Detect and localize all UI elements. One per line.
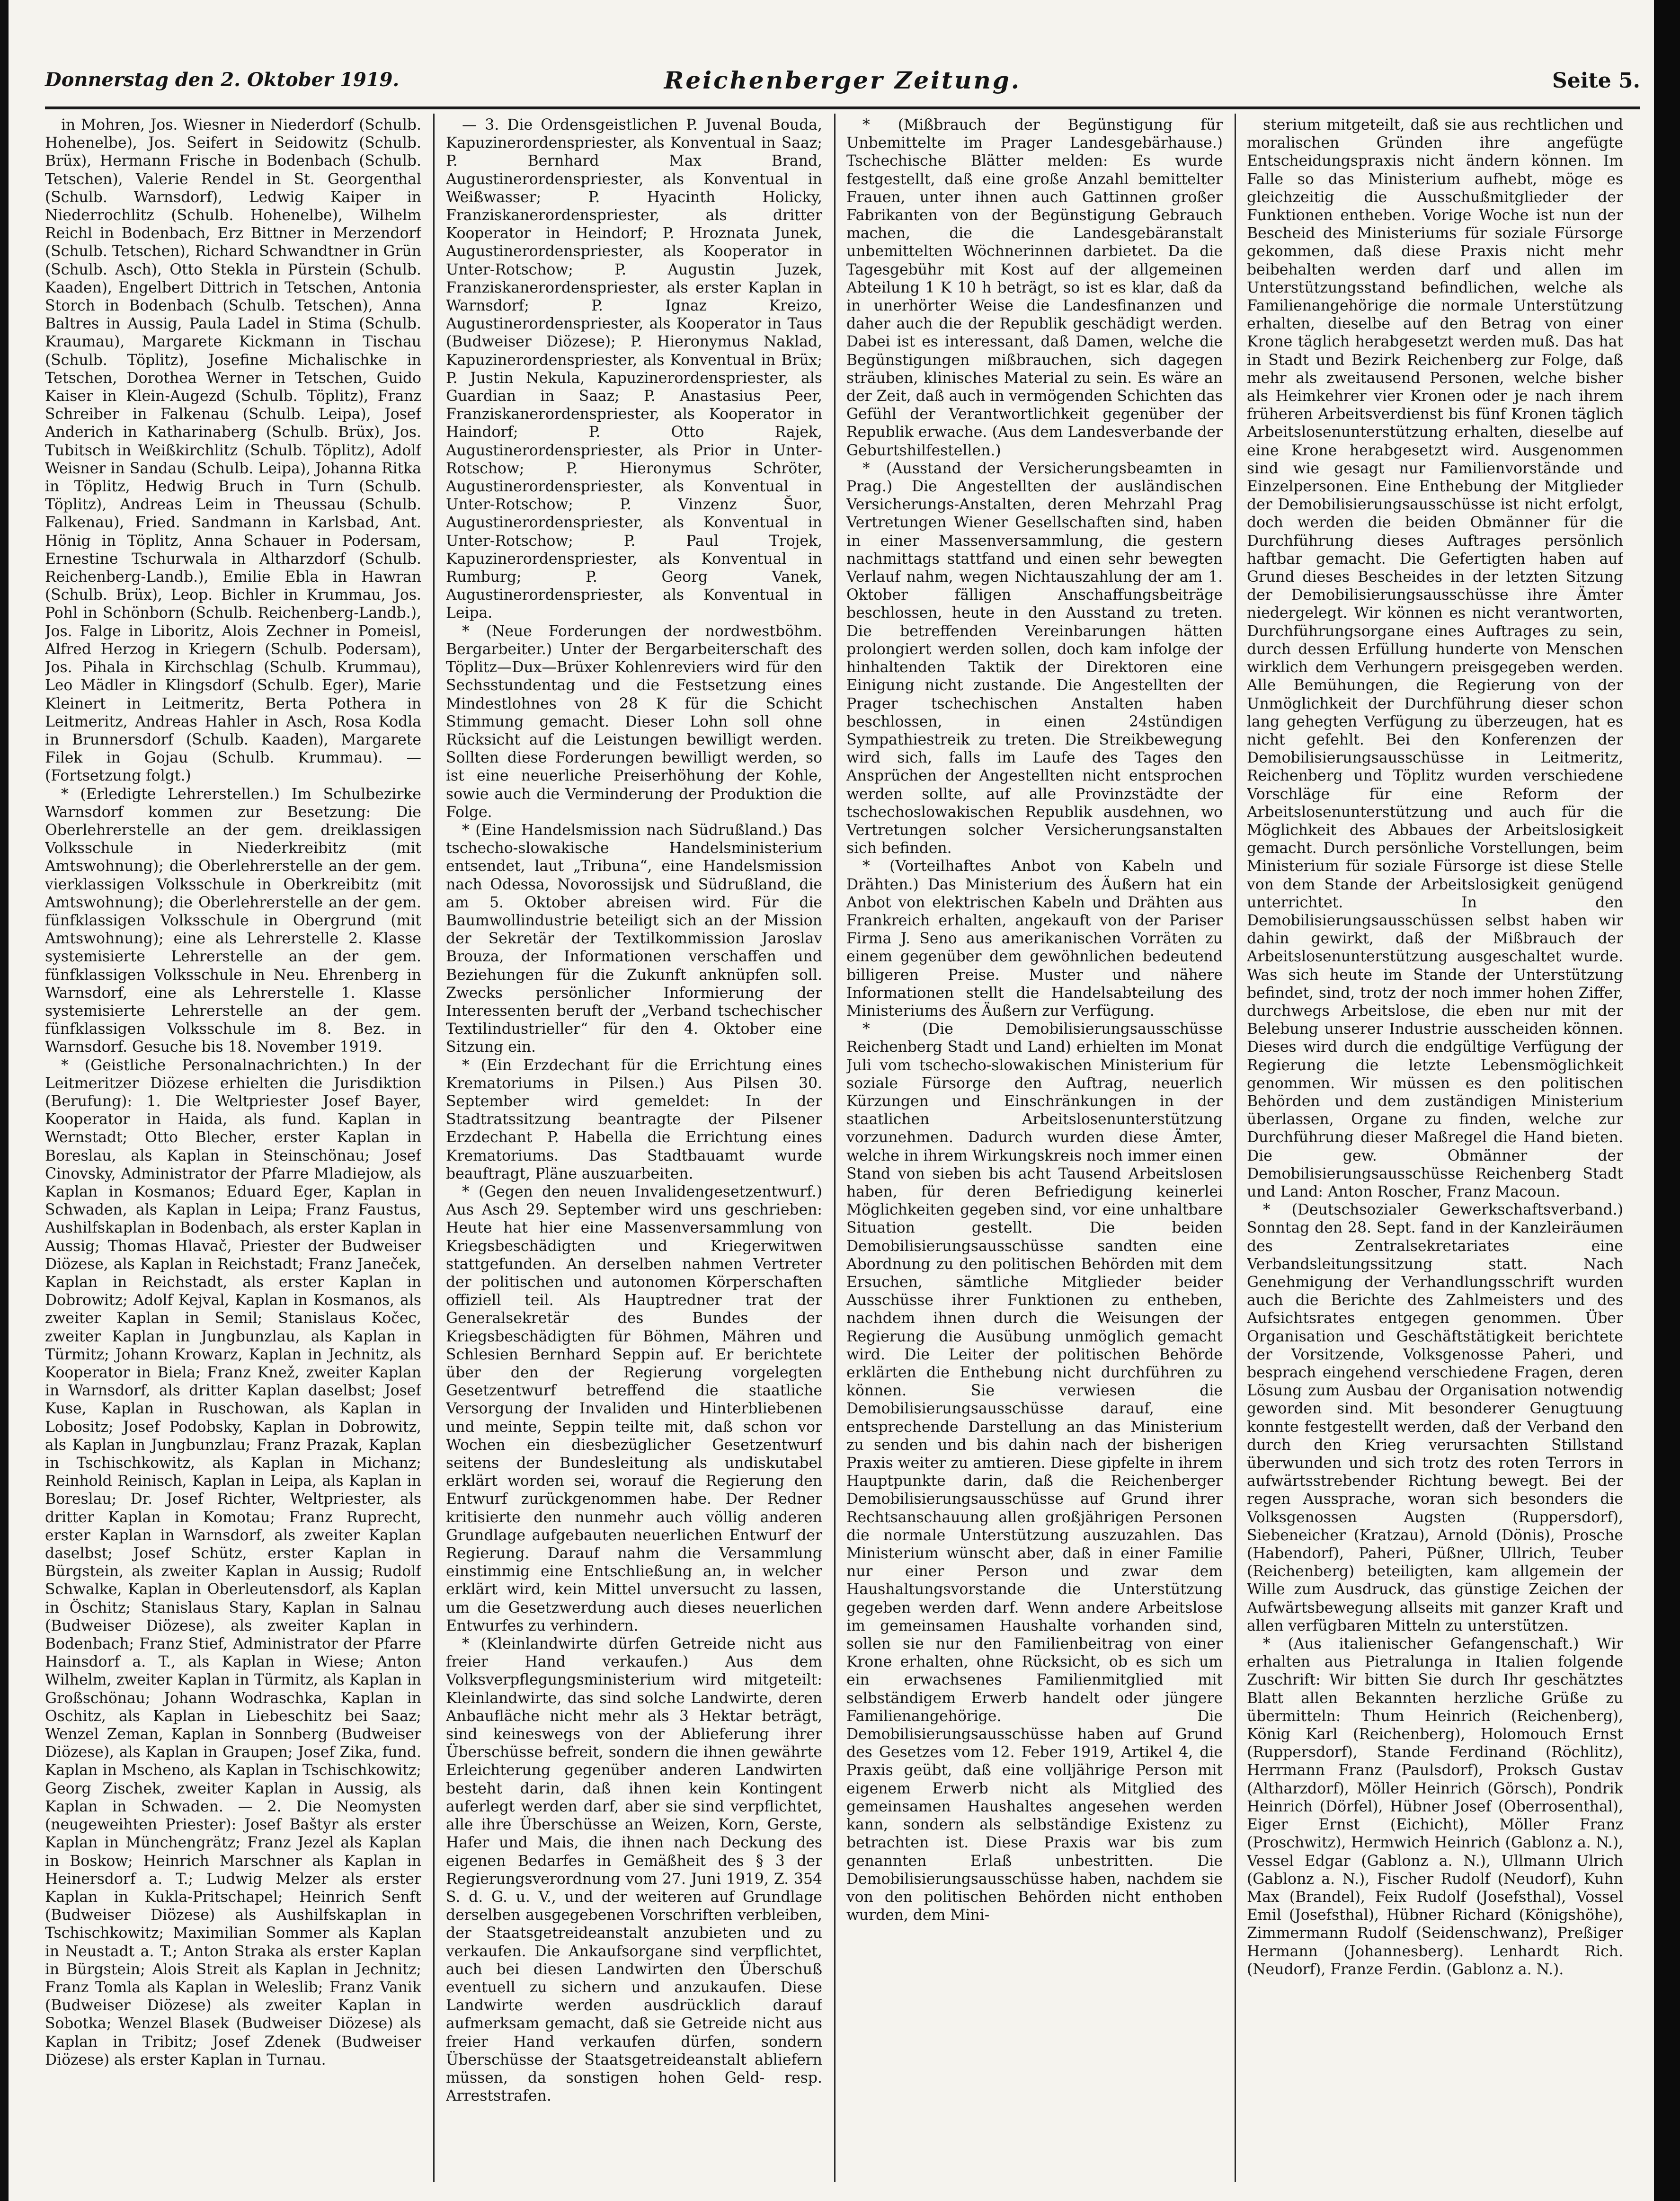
text-column-2 [446,116,822,2180]
scan-edge-left [0,0,9,2201]
article-paragraph: * (Kleinlandwirte dürfen Getreide nicht aus freier Hand verkaufen.) Aus dem Volksverpflegungsministerium wird mitgeteilt: Kleinlandwirte, das sind solche Landwirte, deren Anbaufläche nicht mehr als 3 Hektar beträgt, sind keineswegs von der Ablieferung ihrer Überschüsse befreit, sondern die ihnen gewährte Erleichterung gegenüber anderen Landwirten besteht darin, daß ihnen kein Kontingent auferlegt werden darf, aber sie sind verpflichtet, alle ihre Überschüsse an Weizen, Korn, Gerste, Hafer und Mais, die ihnen nach Deckung des eigenen Bedarfes in Gemäßheit des § 3 der Regierungsverordnung vom 27. Juni 1919, Z. 354 S. d. G. u. V., und der weiteren auf Grundlage derselben ausgegebenen Vorschriften verbleiben, der Staatsgetreideanstalt anzubieten und zu verkaufen. Die Ankaufsorgane sind verpflichtet, auch bei diesen Landwirten den Überschuß eventuell zu sichern und anzukaufen. Diese Landwirte werden ausdrücklich darauf aufmerksam gemacht, daß sie Getreide nicht aus freier Hand verkaufen dürfen, sondern Überschüsse der Staatsgetreideanstalt abliefern müssen, da sonstigen hohen Geld- resp. Arreststrafen. [446,1635,822,2105]
column-divider [433,114,435,2182]
column-divider [834,114,836,2182]
article-paragraph: * (Vorteilhaftes Anbot von Kabeln und Drähten.) Das Ministerium des Äußern hat ein Anbot von elektrischen Kabeln und Drähten aus Frankreich erhalten, angekauft von der Pariser Firma J. Seno aus amerikanischen Vorräten zu einem gegenüber dem gewöhnlichen bedeutend billigeren Preise. Muster und nähere Informationen stellt die Handelsabteilung des Ministeriums des Äußern zur Verfügung. [846,858,1223,1020]
column-divider [1235,114,1236,2182]
article-paragraph: * (Deutschsozialer Gewerkschaftsverband.) Sonntag den 28. Sept. fand in der Kanzleiräumen des Zentralsekretariates eine Verbandsleitungssitzung statt. Nach Genehmigung der Verhandlungsschrift wurden auch die Berichte des Zahlmeisters und des Aufsichtsrates entgegen genommen. Über Organisation und Geschäftstätigkeit berichtete der Vorsitzende, Volksgenosse Paheri, und besprach eingehend verschiedene Fragen, deren Lösung zum Ausbau der Organisation notwendig geworden sind. Mit besonderer Genugtuung konnte festgestellt werden, daß der Verband den durch den Krieg verursachten Stillstand überwunden und sich trotz des roten Terrors in aufwärtsstrebender Richtung bewegt. Bei der regen Aussprache, woran sich besonders die Volksgenossen Augsten (Ruppersdorf), Siebeneicher (Kratzau), Arnold (Dönis), Prosche (Habendorf), Paheri, Püßner, Ullrich, Teuber (Reichenberg) beteiligten, kam allgemein der Wille zum Ausdruck, das günstige Zeichen der Aufwärtsbewegung allseits mit ganzer Kraft und allen verfügbaren Mitteln zu unterstützen. [1247,1201,1623,1634]
article-paragraph: sterium mitgeteilt, daß sie aus rechtlichen und moralischen Gründen ihre angefügte Entscheidungspraxis nicht ändern können. Im Falle so das Ministerium aufhebt, möge es gleichzeitig die Ausschußmitglieder der Funktionen entheben. Vorige Woche ist nun der Bescheid des Ministeriums für soziale Fürsorge gekommen, daß diese Praxis nicht mehr beibehalten werden darf und allen im Unterstützungsstand befindlichen, welche als Familienangehörige die normale Unterstützung erhalten, dieselbe auf den Betrag von einer Krone täglich herabgesetzt werden muß. Das hat in Stadt und Bezirk Reichenberg zur Folge, daß mehr als zweitausend Personen, welche bisher als Heimkehrer vier Kronen oder je nach ihrem früheren Arbeitsverdienst bis fünf Kronen täglich Arbeitslosenunterstützung erhalten, dieselbe auf eine Krone herabgesetzt wird. Ausgenommen sind wie gesagt nur Familienvorstände und Einzelpersonen. Eine Enthebung der Mitglieder der Demobilisierungsausschüsse ist nicht erfolgt, doch werden die beiden Obmänner für die Durchführung dieses Auftrages persönlich haftbar gemacht. Die Gefertigten haben auf Grund dieses Bescheides in der letzten Sitzung der Demobilisierungsausschüsse ihre Ämter niedergelegt. Wir können es nicht verantworten, Durchführungsorgane eines Auftrages zu sein, durch dessen Erfüllung hunderte von Menschen wirklich dem Verhungern preisgegeben werden. Alle Bemühungen, die Regierung von der Unmöglichkeit der Durchführung dieser schon lang gehegten Verfügung zu überzeugen, hat es nicht gefehlt. Bei den Konferenzen der Demobilisierungsausschüsse in Leitmeritz, Reichenberg und Töplitz wurden verschiedene Vorschläge für eine Reform der Arbeitslosenunterstützung und auch für die Möglichkeit des Abbaues der Arbeitslosigkeit gemacht. Durch persönliche Vorstellungen, beim Ministerium für soziale Fürsorge ist diese Stelle von dem Stande der Arbeitslosigkeit genügend unterrichtet. In den Demobilisierungsausschüssen selbst haben wir dahin gewirkt, daß der Mißbrauch der Arbeitslosenunterstützung ausgeschaltet wurde. Was sich heute im Stande der Unterstützung befindet, sind, trotz der noch immer hohen Ziffer, durchwegs Arbeitslose, die eben nur mit der Belebung unserer Industrie ausscheiden können. Dieses wird durch die endgültige Verfügung der Regierung die letzte Lebensmöglichkeit genommen. Wir müssen es den politischen Behörden und dem zuständigen Ministerium überlassen, Organe zu finden, welche zur Durchführung dieser Maßregel die Hand bieten. Die gew. Obmänner der Demobilisierungsausschüsse Reichenberg Stadt und Land: Anton Roscher, Franz Macoun. [1247,116,1623,1200]
article-paragraph: * (Gegen den neuen Invalidengesetzentwurf.) Aus Asch 29. September wird uns geschrieben: Heute hat hier eine Massenversammlung von Kriegsbeschädigten und Kriegerwitwen stattgefunden. An derselben nahmen Vertreter der politischen und autonomen Körperschaften offiziell teil. Als Hauptredner trat der Generalsekretär des Bundes der Kriegsbeschädigten für Böhmen, Mähren und Schlesien Bernhard Seppin auf. Er berichtete über den der Regierung vorgelegten Gesetzentwurf betreffend die staatliche Versorgung der Invaliden und Hinterbliebenen und meinte, Seppin teilte mit, daß schon vor Wochen ein diesbezüglicher Gesetzentwurf seitens der Bundesleitung als undiskutabel erklärt worden sei, worauf die Regierung den Entwurf zurückgenommen habe. Der Redner kritisierte den nunmehr auch völlig anderen Grundlage aufgebauten neuerlichen Entwurf der Regierung. Darauf nahm die Versammlung einstimmig eine Entschließung an, in welcher erklärt wird, kein Mittel unversucht zu lassen, um die Gesetzwerdung auch dieses neuerlichen Entwurfes zu verhindern. [446,1183,822,1634]
article-paragraph: * (Mißbrauch der Begünstigung für Unbemittelte im Prager Landesgebärhause.) Tschechische Blätter melden: Es wurde festgestellt, daß eine große Anzahl bemittelter Frauen, unter ihnen auch Gattinnen großer Fabrikanten von der Begünstigung Gebrauch machen, die die Landesgebäranstalt unbemittelten Wöchnerinnen darbietet. Da die Tagesgebühr mit Kost auf der allgemeinen Abteilung 1 K 10 h beträgt, so ist es klar, daß da in unerhörter Weise die Landesfinanzen und daher auch die der Republik geschädigt werden. Dabei ist es interessant, daß Damen, welche die Begünstigungen mißbrauchen, sich dagegen sträuben, klinisches Material zu sein. Es wäre an der Zeit, daß auch in vermögenden Schichten das Gefühl der Verantwortlichkeit gegenüber der Republik erwache. (Aus dem Landesverbande der Geburtshilfestellen.) [846,116,1223,459]
text-column-1 [45,116,421,2180]
article-paragraph: * (Erledigte Lehrerstellen.) Im Schulbezirke Warnsdorf kommen zur Besetzung: Die Oberlehrerstelle an der gem. dreiklassigen Volksschule in Niederkreibitz (mit Amtswohnung); die Oberlehrerstelle an der gem. vierklassigen Volksschule in Oberkreibitz (mit Amtswohnung); die Oberlehrerstelle an der gem. fünfklassigen Volksschule in Obergrund (mit Amtswohnung); eine als Lehrerstelle 2. Klasse systemisierte Lehrerstelle an der gem. fünfklassigen Volksschule in Neu. Ehrenberg in Warnsdorf, eine als Lehrerstelle 1. Klasse systemisierte Lehrerstelle an der gem. fünfklassigen Volksschule im 8. Bez. in Warnsdorf. Gesuche bis 18. November 1919. [45,785,421,1056]
article-paragraph: * (Aus italienischer Gefangenschaft.) Wir erhalten aus Pietralunga in Italien folgende Zuschrift: Wir bitten Sie durch Ihr geschätztes Blatt allen Bekannten herzliche Grüße zu übermitteln: Thum Heinrich (Reichenberg), König Karl (Reichenberg), Holomouch Ernst (Ruppersdorf), Stande Ferdinand (Röchlitz), Herrmann Franz (Paulsdorf), Proksch Gustav (Altharzdorf), Möller Heinrich (Görsch), Pondrik Heinrich (Dörfel), Hübner Josef (Oberrosenthal), Eiger Ernst (Eichicht), Möller Franz (Proschwitz), Hermwich Heinrich (Gablonz a. N.), Vessel Edgar (Gablonz a. N.), Ullmann Ulrich (Gablonz a. N.), Fischer Rudolf (Neudorf), Kuhn Max (Brandel), Feix Rudolf (Josefsthal), Vossel Emil (Josefsthal), Hübner Richard (Königshöhe), Zimmermann Rudolf (Seidenschwanz), Preßiger Hermann (Johannesberg). Lenhardt Rich. (Neudorf), Franze Ferdin. (Gablonz a. N.). [1247,1635,1623,1978]
article-paragraph: * (Ausstand der Versicherungsbeamten in Prag.) Die Angestellten der ausländischen Versicherungs-Anstalten, deren Mehrzahl Prag Vertretungen Wiener Gesellschaften sind, haben in einer Massenversammlung, die gestern nachmittags stattfand und einen sehr bewegten Verlauf nahm, wegen Nichtauszahlung der am 1. Oktober fälligen Anschaffungsbeiträge beschlossen, heute in den Ausstand zu treten. Die betreffenden Vereinbarungen hätten prolongiert werden sollen, doch kam infolge der hinhaltenden Taktik der Direktoren eine Einigung nicht zustande. Die Angestellten der Prager tschechischen Anstalten haben beschlossen, in einen 24stündigen Sympathiestreik zu treten. Die Streikbewegung wird sich, falls im Laufe des Tages den Ansprüchen der Angestellten nicht entsprochen werden sollte, auf alle Provinzstädte der tschechoslowakischen Republik ausdehnen, wo Vertretungen solcher Versicherungsanstalten sich befinden. [846,460,1223,857]
masthead-title: Reichenberger Zeitung. [664,66,1022,94]
article-paragraph: * (Geistliche Personalnachrichten.) In der Leitmeritzer Diözese erhielten die Jurisdiktion (Berufung): 1. Die Weltpriester Josef Bayer, Kooperator in Haida, als fund. Kaplan in Wernstadt; Otto Blecher, erster Kaplan in Boreslau, als Kaplan in Steinschönau; Josef Cinovsky, Administrator der Pfarre Mladiejow, als Kaplan in Kosmanos; Eduard Eger, Kaplan in Schwaden, als Kaplan in Leipa; Franz Faustus, Aushilfskaplan in Bodenbach, als erster Kaplan in Aussig; Thomas Hlavač, Priester der Budweiser Diözese, als Kaplan in Reichstadt; Franz Janeček, Kaplan in Reichstadt, als erster Kaplan in Dobrowitz; Adolf Kejval, Kaplan in Kosmanos, als zweiter Kaplan in Semil; Stanislaus Kočec, zweiter Kaplan in Jungbunzlau, als Kaplan in Türmitz; Johann Krowarz, Kaplan in Jechnitz, als Kooperator in Biela; Franz Knež, zweiter Kaplan in Warnsdorf, als dritter Kaplan daselbst; Josef Kuse, Kaplan in Ruschowan, als Kaplan in Lobositz; Josef Podobsky, Kaplan in Dobrowitz, als Kaplan in Jungbunzlau; Franz Prazak, Kaplan in Tschischkowitz, als Kaplan in Michanz; Reinhold Reinisch, Kaplan in Leipa, als Kaplan in Boreslau; Dr. Josef Richter, Weltpriester, als dritter Kaplan in Komotau; Franz Ruprecht, erster Kaplan in Warnsdorf, als zweiter Kaplan daselbst; Josef Schütz, erster Kaplan in Bürgstein, als zweiter Kaplan in Aussig; Rudolf Schwalke, Kaplan in Oberleutensdorf, als Kaplan in Öschitz; Stanislaus Stary, Kaplan in Salnau (Budweiser Diözese), als zweiter Kaplan in Bodenbach; Franz Stief, Administrator der Pfarre Hainsdorf a. T., als Kaplan in Wiese; Anton Wilhelm, zweiter Kaplan in Türmitz, als Kaplan in Großschönau; Johann Wodraschka, Kaplan in Oschitz, als Kaplan in Liebeschitz bei Saaz; Wenzel Zeman, Kaplan in Sonnberg (Budweiser Diözese), als Kaplan in Graupen; Josef Zika, fund. Kaplan in Mscheno, als Kaplan in Tschischkowitz; Georg Zischek, zweiter Kaplan in Aussig, als Kaplan in Schwaden. — 2. Die Neomysten (neugeweihten Priester): Josef Baštyr als erster Kaplan in Münchengrätz; Franz Jezel als Kaplan in Boskow; Heinrich Marschner als Kaplan in Heinersdorf a. T.; Ludwig Melzer als erster Kaplan in Kukla-Pritschapel; Heinrich Senft (Budweiser Diözese) als Aushilfskaplan in Tschischkowitz; Maximilian Sommer als Kaplan in Neustadt a. T.; Anton Straka als erster Kaplan in Bürgstein; Alois Streit als Kaplan in Jechnitz; Franz Tomla als Kaplan in Weleslib; Franz Vanik (Budweiser Diözese) als zweiter Kaplan in Sobotka; Wenzel Blasek (Budweiser Diözese) als Kaplan in Tribitz; Josef Zdenek (Budweiser Diözese) als erster Kaplan in Turnau. [45,1056,421,2068]
article-paragraph: * (Die Demobilisierungsausschüsse Reichenberg Stadt und Land) erhielten im Monat Juli vom tschecho-slowakischen Ministerium für soziale Fürsorge den Auftrag, neuerlich Kürzungen und Einschränkungen in der staatlichen Arbeitslosenunterstützung vorzunehmen. Dadurch wurden diese Ämter, welche in ihrem Wirkungskreis noch immer einen Stand von sieben bis acht Tausend Arbeitslosen haben, für deren Befriedigung keinerlei Möglichkeiten gegeben sind, vor eine unhaltbare Situation gestellt. Die beiden Demobilisierungsausschüsse sandten eine Abordnung zu den politischen Behörden mit dem Ersuchen, sämtliche Mitglieder beider Ausschüsse ihrer Funktionen zu entheben, nachdem ihnen durch die Weisungen der Regierung die Ausübung unmöglich gemacht wird. Die Leiter der politischen Behörde erklärten die Enthebung nicht durchführen zu können. Sie verwiesen die Demobilisierungsausschüsse darauf, eine entsprechende Darstellung an das Ministerium zu senden und bis dahin nach der bisherigen Praxis weiter zu amtieren. Diese gipfelte in ihrem Hauptpunkte darin, daß die Reichenberger Demobilisierungsausschüsse auf Grund ihrer Rechtsanschauung allen großjährigen Personen die normale Unterstützung auszuzahlen. Das Ministerium wünscht aber, daß in einer Familie nur einer Person und zwar dem Haushaltungsvorstande die Unterstützung gegeben werden darf. Wenn andere Arbeitslose im gemeinsamen Haushalte vorhanden sind, sollen sie nur den Familienbeitrag von einer Krone erhalten, ohne Rücksicht, ob es sich um ein erwachsenes Familienmitglied mit selbständigem Erwerb handelt oder jüngere Familienangehörige. Die Demobilisierungsausschüsse haben auf Grund des Gesetzes vom 12. Feber 1919, Artikel 4, die Praxis geübt, daß eine volljährige Person mit eigenem Erwerb nicht als Mitglied des gemeinsamen Haushaltes angesehen werden kann, sondern als selbständige Existenz zu betrachten ist. Diese Praxis war bis zum genannten Erlaß unbestritten. Die Demobilisierungsausschüsse haben, nachdem sie von den politischen Behörden nicht enthoben wurden, dem Mini- [846,1021,1223,1924]
page-header [45,66,1640,104]
article-paragraph: in Mohren, Jos. Wiesner in Niederdorf (Schulb. Hohenelbe), Jos. Seifert in Seidowitz (Schulb. Brüx), Hermann Frische in Bodenbach (Schulb. Tetschen), Valerie Rendel in St. Georgenthal (Schulb. Warnsdorf), Ledwig Kaiper in Niederrochlitz (Schulb. Hohenelbe), Wilhelm Reichl in Bodenbach, Erz Bittner in Merzendorf (Schulb. Tetschen), Richard Schwandtner in Grün (Schulb. Asch), Otto Stekla in Pürstein (Schulb. Kaaden), Engelbert Dittrich in Tetschen, Antonia Storch in Bodenbach (Schulb. Tetschen), Anna Baltres in Aussig, Paula Ladel in Stima (Schulb. Kraumau), Margarete Kickmann in Tischau (Schulb. Töplitz), Josefine Michalischke in Tetschen, Dorothea Werner in Tetschen, Guido Kaiser in Klein-Augezd (Schulb. Töplitz), Franz Schreiber in Falkenau (Schulb. Leipa), Josef Anderich in Katharinaberg (Schulb. Brüx), Jos. Tubitsch in Weißkirchlitz (Schulb. Töplitz), Adolf Weisner in Sandau (Schulb. Leipa), Johanna Ritka in Töplitz, Hedwig Bruch in Turn (Schulb. Töplitz), Andreas Leim in Theussau (Schulb. Falkenau), Fried. Sandmann in Karlsbad, Ant. Hönig in Töplitz, Anna Schauer in Podersam, Ernestine Tschurwala in Altharzdorf (Schulb. Reichenberg-Landb.), Emilie Ebla in Hawran (Schulb. Brüx), Leop. Bichler in Krummau, Jos. Pohl in Schönborn (Schulb. Reichenberg-Landb.), Jos. Falge in Liboritz, Alois Zechner in Pomeisl, Alfred Herzog in Kriegern (Schulb. Podersam), Jos. Pihala in Kirchschlag (Schulb. Krummau), Leo Mädler in Klingsdorf (Schulb. Eger), Marie Kleinert in Leitmeritz, Berta Pothera in Leitmeritz, Andreas Hahler in Asch, Rosa Kodla in Brunnersdorf (Schulb. Kaaden), Margarete Filek in Gojau (Schulb. Krummau). — (Fortsetzung folgt.) [45,116,421,785]
scan-edge-right [1654,0,1680,2201]
article-paragraph: — 3. Die Ordensgeistlichen P. Juvenal Bouda, Kapuzinerordenspriester, als Konventual in Saaz; P. Bernhard Max Brand, Augustinerordenspriester, als Konventual in Weißwasser; P. Hyacinth Holicky, Franziskanerordenspriester, als dritter Kooperator in Heindorf; P. Hroznata Junek, Augustinerordenspriester, als Kooperator in Unter-Rotschow; P. Augustin Juzek, Franziskanerordenspriester, als erster Kaplan in Warnsdorf; P. Ignaz Kreizo, Augustinerordenspriester, als Kooperator in Taus (Budweiser Diözese); P. Hieronymus Naklad, Kapuzinerordenspriester, als Konventual in Brüx; P. Justin Nekula, Kapuzinerordenspriester, als Guardian in Saaz; P. Anastasius Peer, Franziskanerordenspriester, als Kooperator in Haindorf; P. Otto Rajek, Augustinerordenspriester, als Prior in Unter-Rotschow; P. Hieronymus Schröter, Augustinerordenspriester, als Konventual in Unter-Rotschow; P. Vinzenz Šuor, Augustinerordenspriester, als Konventual in Unter-Rotschow; P. Paul Trojek, Kapuzinerordenspriester, als Konventual in Rumburg; P. Georg Vanek, Augustinerordenspriester, als Konventual in Leipa. [446,116,822,622]
text-column-3 [846,116,1223,2180]
article-paragraph: * (Ein Erzdechant für die Errichtung eines Krematoriums in Pilsen.) Aus Pilsen 30. September wird gemeldet: In der Stadtratssitzung beantragte der Pilsener Erzdechant P. Habella die Errichtung eines Krematoriums. Das Stadtbauamt wurde beauftragt, Pläne auszuarbeiten. [446,1056,822,1182]
page-number: Seite 5. [1552,69,1640,93]
text-column-4 [1247,116,1623,2180]
article-paragraph: * (Eine Handelsmission nach Südrußland.) Das tschecho-slowakische Handelsministerium entsendet, laut „Tribuna“, eine Handelsmission nach Odessa, Novorossijsk und Südrußland, die am 5. Oktober abreisen wird. Für die Baumwollindustrie beteiligt sich an der Mission der Sekretär der Textilkommission Jaroslav Brouza, der Informationen verschaffen und Beziehungen für die Zukunft anknüpfen soll. Zwecks persönlicher Informierung der Interessenten beruft der „Verband tschechischer Textilindustrieller“ für den 4. Oktober eine Sitzung ein. [446,821,822,1056]
article-paragraph: * (Neue Forderungen der nordwestböhm. Bergarbeiter.) Unter der Bergarbeiterschaft des Töplitz—Dux—Brüxer Kohlenreviers wird für den Sechsstundentag und die Festsetzung eines Mindestlohnes von 28 K für die Schicht Stimmung gemacht. Dieser Lohn soll ohne Rücksicht auf die Leistungen bewilligt werden. Sollten diese Forderungen bewilligt werden, so ist eine neuerliche Preiserhöhung der Kohle, sowie auch die Verminderung der Produktion die Folge. [446,622,822,821]
header-date: Donnerstag den 2. Oktober 1919. [45,69,400,91]
header-rule [45,106,1640,109]
